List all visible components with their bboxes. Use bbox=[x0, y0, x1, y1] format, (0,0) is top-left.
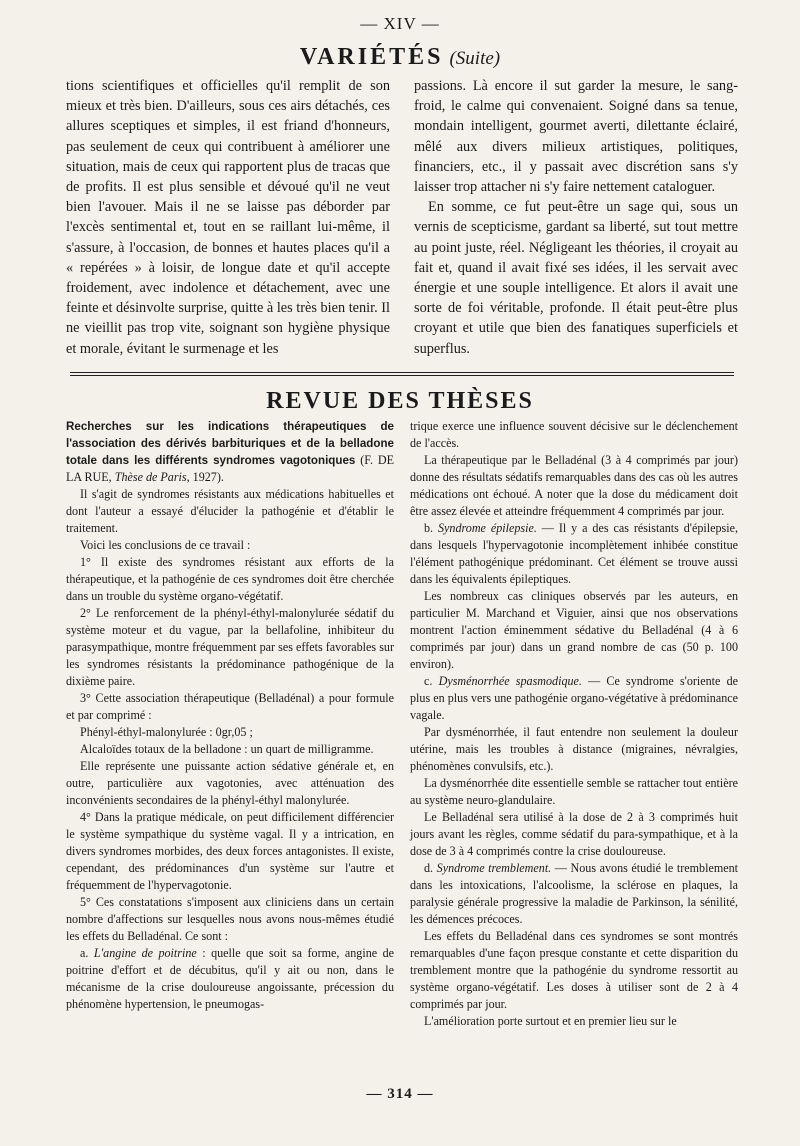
paragraph bbox=[66, 945, 394, 1013]
varietes-title-text: VARIÉTÉS bbox=[299, 44, 444, 70]
paragraph: Les nombreux cas cliniques observés par les auteurs, en particulier M. Marchand et Viguier, ainsi que nos observations montrent l'action éminemment sédative du Belladénal (4 à 6 comprimés par jour) dans un grand nombre de cas (50 p. 100 environ). bbox=[410, 589, 738, 671]
paragraph: Les effets du Belladénal dans ces syndromes se sont montrés remarquables d'une façon presque constante et cette disparition du tremblement montre que la pathogénie du syndrome ressortit au système organo-végétatif. Les doses à utiliser sont de 2 à 4 comprimés par jour. bbox=[410, 929, 738, 1011]
paragraph: Elle représente une puissante action sédative générale et, en outre, particulière aux vagotonies, avec atténuation des inconvénients secondaires de la phényl-éthyl malonylurée. bbox=[66, 759, 394, 807]
article-title: Recherches sur les indications thérapeutiques de l'association des dérivés barbituriques et de la belladone totale dans les différents syndromes vagotoniques bbox=[66, 420, 394, 467]
varietes-left-paragraph: tions scientifiques et officielles qu'il remplit de son mieux et très bien. D'ailleurs, sous ces airs détachés, ces allures sceptiques et simples, il est friand d'honneurs, pas seulement de ceux qui contribuent à améliorer une situation, mais de ceux qui rapportent plus de tracas que de profits. Il est plus sensible et dévoué qu'il ne veut bien l'avouer. Mais il ne se laisse pas déborder par l'excès sentimental et, tout en se raillant lui-même, il s'assure, à l'occasion, de bonnes et hautes places qu'il a « repérées » à loisir, de longue date et qu'il accepte froidement, avec indolence et détachement, avec une feinte et désinvolte surprise, quitte à les très bien tenir. Il ne vieillit pas trop vite, soignant son hygiène physique et morale, évitant le surmenage et les bbox=[66, 78, 390, 357]
varietes-columns bbox=[66, 76, 738, 366]
paragraph: Alcaloïdes totaux de la belladone : un quart de milligramme. bbox=[80, 742, 374, 756]
item-text: : quelle que soit sa forme, angine de poitrine d'effort et de décubitus, qu'il y ait ou non, dans le mécanisme de la crise douloureuse angoissante, précession du phénomène hypertension, le pneumogas- bbox=[66, 946, 395, 1011]
paragraph: La dysménorrhée dite essentielle semble se rattacher tout entière au système neuro-glandulaire. bbox=[410, 776, 738, 807]
article-citation-open: (F. DE LA RUE, bbox=[66, 453, 394, 484]
item-text: — Ce syndrome s'oriente de plus en plus vers une pathogénie organo-végétative à prédominance vagale. bbox=[410, 674, 739, 722]
item-text: — Nous avons étudié le tremblement dans les intoxications, l'alcoolisme, la sclérose en plaques, la paralysie générale progressive la maladie de Parkinson, la sénilité, les démences précoces. bbox=[410, 861, 739, 926]
varietes-right-paragraph: passions. Là encore il sut garder la mesure, le sang-froid, le calme qui convenaient. Soigné dans sa tenue, mondain intelligent, gourmet averti, dilettante éclairé, mêlé aux divers milieux artistiques, politiques, financiers, etc., il y passait avec discrétion sans s'y laisser trop attacher ni s'y faire nettement cataloguer. bbox=[414, 78, 738, 196]
paragraph: 4° Dans la pratique médicale, on peut difficilement différencier le système sympathique du système vagal. Il y a intrication, en divers syndromes morbides, des deux forces antagonistes. Il existe, cependant, des prédominances d'un système sur l'autre et fréquemment de l'hypervagotonie. bbox=[66, 810, 394, 892]
varietes-right-paragraph: En somme, ce fut peut-être un sage qui, sous un vernis de scepticisme, gardant sa liberté, sut tout mettre au point juste, réel. Négligeant les théories, il croyait au fait et, quand il avait fixé ses idées, il les servait avec énergie et une souple intelligence. Et alors il avait une sorte de foi véritable, profonde. Il était peut-être plus croyant et utile que bien des fanatiques superficiels et superflus. bbox=[414, 199, 738, 357]
paragraph bbox=[410, 520, 738, 588]
revue-left-column bbox=[66, 418, 394, 1013]
item-text: — Il y a des cas résistants d'épilepsie, dans lesquels l'hypervagotonie incomplètement inhibée constitue l'élément pathogénique prédominant. Cet élément se trouve aussi dans les équivalents épileptiques. bbox=[410, 521, 738, 586]
paragraph bbox=[410, 860, 738, 928]
article-citation-italic: Thèse de Paris bbox=[114, 470, 187, 484]
paragraph: Voici les conclusions de ce travail : bbox=[80, 538, 251, 552]
revue-columns bbox=[66, 418, 740, 1078]
item-italic-title: Syndrome épilepsie. bbox=[438, 521, 537, 535]
item-label: a. bbox=[80, 946, 94, 960]
varietes-left-column bbox=[66, 76, 390, 359]
paragraph: L'amélioration porte surtout et en premier lieu sur le bbox=[424, 1014, 677, 1028]
paragraph bbox=[410, 673, 738, 724]
item-italic-title: Dysménorrhée spasmodique. bbox=[438, 674, 582, 688]
paragraph: 5° Ces constatations s'imposent aux cliniciens dans un certain nombre d'affections sur lesquelles nous avons nous-mêmes étudié les effets du Belladénal. Ce sont : bbox=[66, 895, 394, 943]
paragraph: Il s'agit de syndromes résistants aux médications habituelles et dont l'auteur a essayé d'élucider la pathogénie et d'établir le traitement. bbox=[66, 487, 394, 535]
paragraph: La thérapeutique par le Belladénal (3 à 4 comprimés par jour) donne des résultats sédatifs remarquables dans des cas où les autres médications ont échoué. A noter que la dose du médicament doit être assez élevée et atteindre fréquemment 4 comprimés par jour. bbox=[410, 453, 738, 518]
section-divider bbox=[70, 372, 734, 373]
section-title-revue: REVUE DES THÈSES bbox=[266, 388, 534, 414]
paragraph: 3° Cette association thérapeutique (Belladénal) a pour formule et par comprimé : bbox=[66, 691, 394, 722]
revue-right-column bbox=[410, 418, 738, 1030]
section-title-varietes bbox=[0, 44, 800, 71]
article-heading bbox=[66, 418, 394, 486]
item-label: d. bbox=[424, 861, 437, 875]
item-label: c. bbox=[424, 674, 439, 688]
paragraph: Le Belladénal sera utilisé à la dose de 2 à 3 comprimés huit jours avant les règles, comme sédatif du para-sympathique, et à la dose de 3 à 4 comprimés contre la crise douloureuse. bbox=[410, 810, 738, 858]
page-number: — 314 — bbox=[366, 1086, 434, 1102]
item-italic-title: L'angine de poitrine bbox=[93, 946, 197, 960]
paragraph: 1° Il existe des syndromes résistant aux efforts de la thérapeutique, et la pathogénie de ces syndromes doit être cherchée dans un trouble du système organo-végétatif. bbox=[66, 555, 394, 603]
varietes-suite: (Suite) bbox=[449, 48, 501, 69]
article-citation-close: , 1927). bbox=[186, 470, 224, 484]
paragraph: Phényl-éthyl-malonylurée : 0gr,05 ; bbox=[80, 725, 253, 739]
section-divider bbox=[70, 375, 734, 376]
paragraph: 2° Le renforcement de la phényl-éthyl-malonylurée sédatif du système moteur et du vague, par la bellafoline, inhibiteur du parasympathique, montre fréquemment par ses effets favorables sur les syndromes résistants la prédominance pathogénique de la dixième paire. bbox=[66, 606, 394, 688]
paragraph: trique exerce une influence souvent décisive sur le déclenchement de l'accès. bbox=[410, 419, 738, 450]
page-header-roman: — XIV — bbox=[360, 14, 440, 33]
item-italic-title: Syndrome tremblement. bbox=[436, 861, 552, 875]
varietes-right-column bbox=[414, 76, 738, 359]
item-label: b. bbox=[424, 521, 438, 535]
paragraph: Par dysménorrhée, il faut entendre non seulement la douleur utérine, mais les troubles à distance (migraines, névralgies, phénomènes convulsifs, etc.). bbox=[410, 725, 738, 773]
